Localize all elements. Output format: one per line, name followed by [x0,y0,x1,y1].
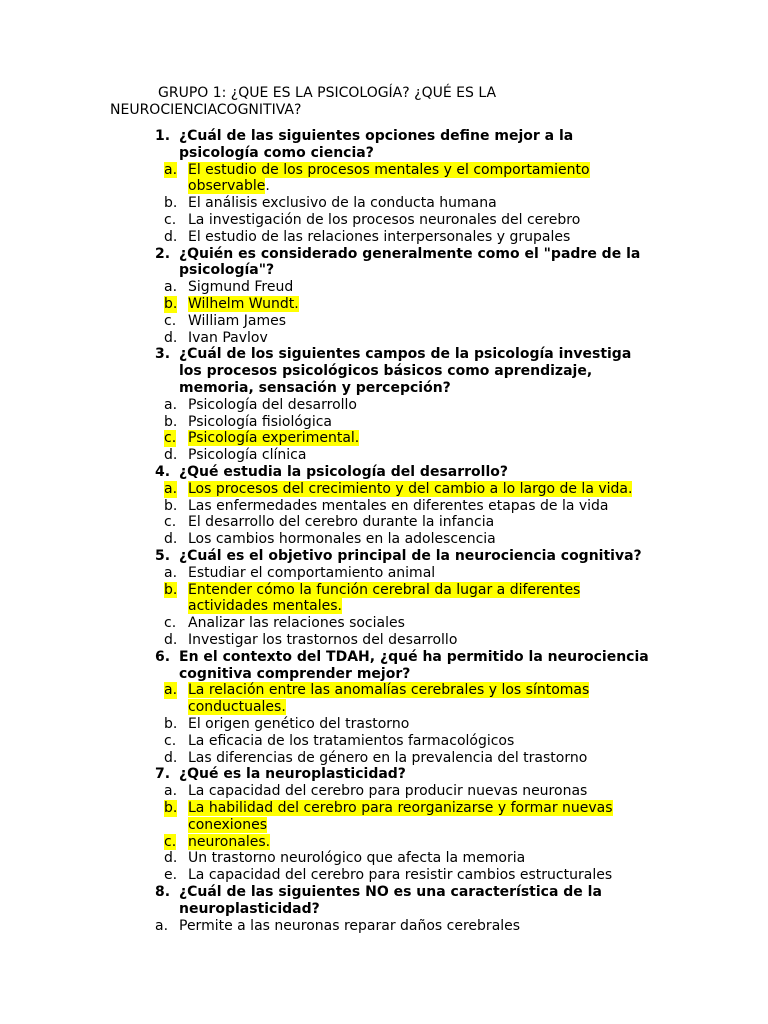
text-line: Wilhelm Wundt. [188,296,299,312]
answer-letter: c. [164,430,177,447]
header-line-1: GRUPO 1: ¿QUE ES LA PSICOLOGÍA? ¿QUÉ ES LA [158,85,497,101]
answer-letter: a. [164,783,178,800]
text-line: La capacidad del cerebro para producir nuevas neuronas [188,783,588,800]
question-8 [155,884,665,918]
answer-text [188,750,684,767]
text-line: Entender cómo la función cerebral da lugar a diferentes [188,581,581,598]
answer-option-a [164,682,684,716]
text-line: Psicología fisiológica [188,413,332,430]
answer-option-c [164,514,684,531]
answer-option-a [164,481,684,498]
answer-letter: a. [164,480,178,497]
answer-option-c [164,212,684,229]
text-line: Analizar las relaciones sociales [188,615,405,632]
question-text [179,346,665,396]
answer-text [188,565,684,582]
text-line: ¿Qué es la neuroplasticidad? [179,766,406,783]
text-line: ¿Cuál es el objetivo principal de la neurociencia cognitiva? [179,548,642,564]
answer-option-d [164,330,684,347]
text-line: neuroplasticidad? [179,900,320,917]
answer-text [188,850,684,867]
answer-option-a [164,783,684,800]
answer-letter: c. [164,212,177,228]
answer-option-d [164,531,684,548]
answer-option-d [164,229,684,246]
text-line: El análisis exclusivo de la conducta humana [188,195,497,212]
question-number: 3. [155,346,171,363]
text-line: ¿Cuál de las siguientes opciones define mejor a la [179,128,574,144]
answer-text [188,296,684,313]
answer-option-b [164,582,684,616]
answer-option-d [164,750,684,767]
answer-letter: d. [164,228,178,245]
text-line: psicología como ciencia? [179,144,374,161]
answer-option-d [164,447,684,464]
answer-letter: c. [164,833,177,850]
answer-text [188,212,684,229]
answer-option-b [164,800,684,834]
question-4 [155,464,665,481]
text-line: observable [188,178,266,195]
question-number: 8. [155,884,171,900]
answer-text [188,716,684,733]
text-line: psicología"? [179,262,275,279]
answer-letter: d. [164,749,178,766]
answer-letter: c. [164,732,177,749]
text-line: conexiones [188,816,268,833]
answer-letter: b. [164,413,178,430]
answer-text [188,632,684,649]
answer-text [188,279,684,296]
answer-letter: a. [155,917,169,934]
question-number: 6. [155,648,171,665]
text-line: Ivan Pavlov [188,329,268,346]
question-7 [155,766,665,783]
text-line: La investigación de los procesos neuronales del cerebro [188,212,581,228]
text-line: Los cambios hormonales en la adolescencia [188,531,496,548]
question-text [179,766,665,783]
question-5 [155,548,665,565]
answer-option-a [164,397,684,414]
answer-text [188,733,684,750]
question-number: 4. [155,464,171,480]
answer-text [188,162,684,196]
answer-text [188,867,684,884]
answer-text [188,498,684,515]
answer-text [188,615,684,632]
answer-letter: d. [164,447,178,464]
answer-letter: b. [164,296,178,312]
question-number: 2. [155,245,171,262]
answer-option-c [164,834,684,851]
answer-letter: e. [164,867,178,884]
text-line: William James [188,312,287,329]
answer-option-a [164,565,684,582]
answer-text [188,582,684,616]
answer-option-a [155,918,675,935]
answer-text [188,514,684,531]
answer-option-d [164,850,684,867]
text-line: Permite a las neuronas reparar daños cerebrales [179,917,521,934]
text-line: La capacidad del cerebro para resistir cambios estructurales [188,867,613,884]
text-line: Investigar los trastornos del desarrollo [188,632,458,648]
document-header [110,85,670,119]
text-line: actividades mentales. [188,598,342,615]
answer-option-a [164,162,684,196]
answer-letter: b. [164,581,178,598]
question-number: 1. [155,128,171,144]
question-text [179,246,665,280]
answer-letter: d. [164,850,178,867]
trailing-text: . [265,178,270,195]
answer-text [188,447,684,464]
answer-letter: a. [164,396,178,413]
answer-letter: a. [164,279,178,296]
answer-text [188,397,684,414]
answer-text [188,800,684,834]
answer-option-a [164,279,684,296]
text-line: Estudiar el comportamiento animal [188,564,436,581]
text-line: Un trastorno neurológico que afecta la memoria [188,850,526,867]
text-line: El estudio de los procesos mentales y el comportamiento [188,161,590,178]
answer-text [188,313,684,330]
answer-option-c [164,615,684,632]
answer-letter: b. [164,497,178,514]
text-line: La relación entre las anomalías cerebrales y los síntomas [188,682,590,699]
text-line: ¿Quién es considerado generalmente como el "padre de la [179,245,641,262]
answer-text [188,195,684,212]
answer-text [188,834,684,851]
answer-letter: c. [164,312,177,329]
answer-option-e [164,867,684,884]
question-text [179,548,665,565]
answer-letter: d. [164,531,178,548]
text-line: conductuales. [188,699,286,716]
answer-option-b [164,296,684,313]
answer-letter: c. [164,615,177,632]
answer-letter: a. [164,161,178,178]
text-line: Sigmund Freud [188,279,294,296]
text-line: El origen genético del trastorno [188,716,410,732]
question-text [179,649,665,683]
answer-letter: a. [164,564,178,581]
answer-text [188,531,684,548]
answer-text [188,229,684,246]
answer-text [179,918,675,935]
text-line: memoria, sensación y percepción? [179,379,451,396]
text-line: Psicología experimental. [188,430,360,447]
text-line: Las diferencias de género en la prevalencia del trastorno [188,749,588,766]
answer-option-c [164,733,684,750]
answer-option-d [164,632,684,649]
text-line: Los procesos del crecimiento y del cambio a lo largo de la vida. [188,480,633,497]
text-line: Psicología clínica [188,447,307,464]
answer-letter: d. [164,329,178,346]
text-line: los procesos psicológicos básicos como aprendizaje, [179,363,593,380]
answer-option-b [164,414,684,431]
answer-option-c [164,313,684,330]
question-text [179,884,665,918]
answer-letter: b. [164,716,178,732]
text-line: ¿Qué estudia la psicología del desarrollo? [179,464,508,480]
answer-letter: b. [164,195,178,212]
header-line-2: NEUROCIENCIACOGNITIVA? [110,102,302,118]
answer-letter: b. [164,800,178,816]
text-line: La habilidad del cerebro para reorganizarse y formar nuevas [188,800,613,816]
text-line: ¿Cuál de las siguientes NO es una característica de la [179,884,602,900]
answer-text [188,682,684,716]
question-number: 7. [155,766,171,783]
text-line: neuronales. [188,833,271,850]
question-number: 5. [155,548,171,564]
answer-text [188,481,684,498]
answer-letter: d. [164,632,178,648]
answer-text [188,430,684,447]
answer-letter: a. [164,682,178,699]
text-line: El desarrollo del cerebro durante la infancia [188,514,495,531]
question-text [179,464,665,481]
question-2 [155,246,665,280]
question-1 [155,128,665,162]
text-line: Psicología del desarrollo [188,396,357,413]
question-6 [155,649,665,683]
answer-letter: c. [164,514,177,531]
text-line: cognitiva comprender mejor? [179,665,411,682]
answer-option-b [164,498,684,515]
question-text [179,128,665,162]
answer-text [188,783,684,800]
answer-option-b [164,195,684,212]
text-line: ¿Cuál de los siguientes campos de la psicología investiga [179,346,632,363]
question-3 [155,346,665,396]
answer-option-c [164,430,684,447]
answer-option-b [164,716,684,733]
answer-text [188,414,684,431]
answer-text [188,330,684,347]
text-line: En el contexto del TDAH, ¿qué ha permitido la neurociencia [179,648,649,665]
text-line: El estudio de las relaciones interpersonales y grupales [188,228,571,245]
text-line: Las enfermedades mentales en diferentes etapas de la vida [188,497,609,514]
text-line: La eficacia de los tratamientos farmacológicos [188,732,515,749]
